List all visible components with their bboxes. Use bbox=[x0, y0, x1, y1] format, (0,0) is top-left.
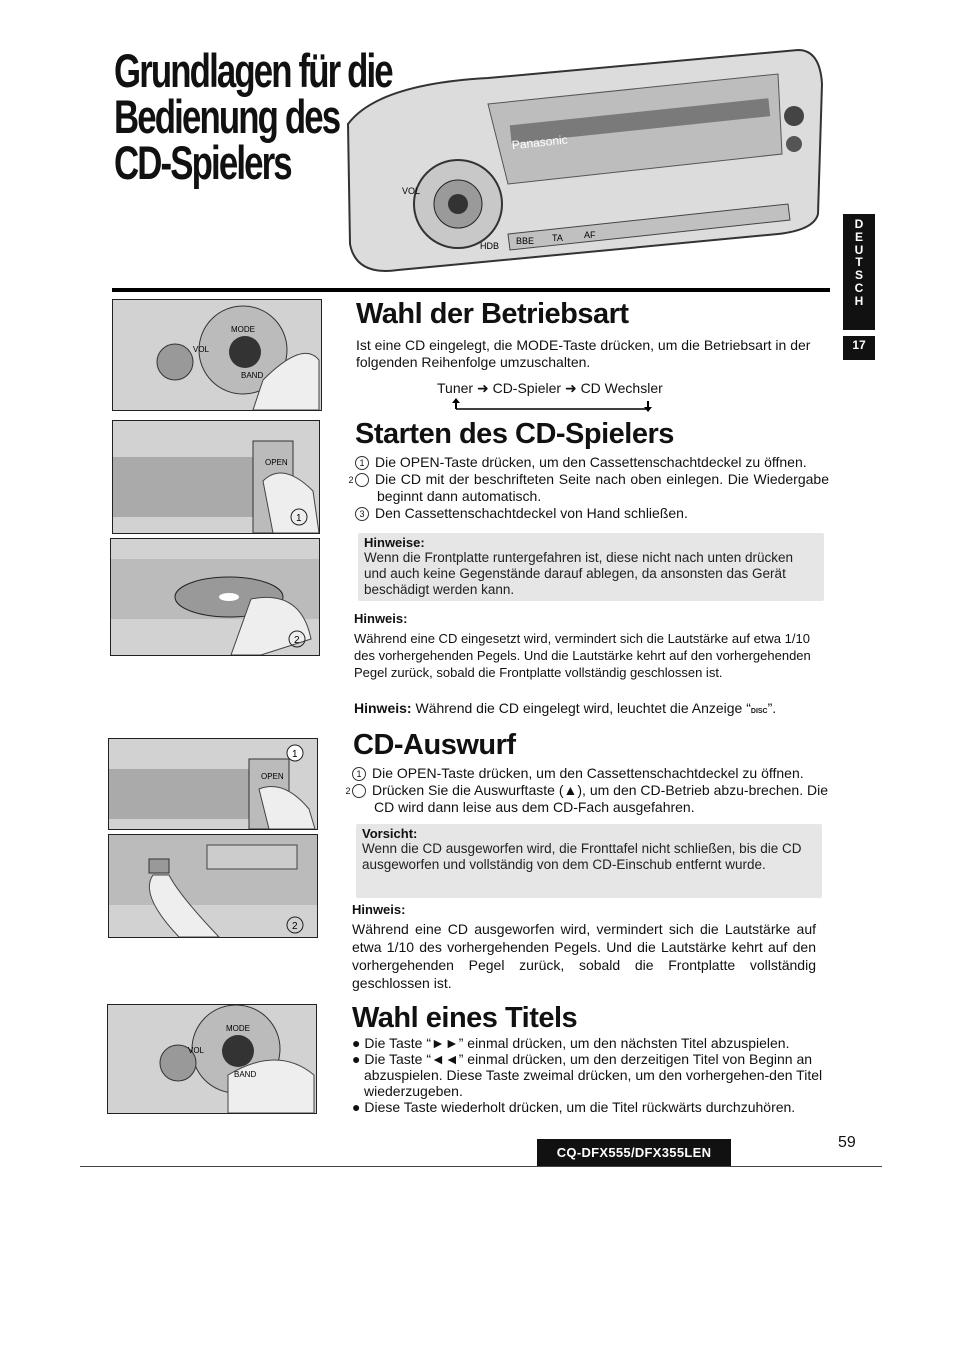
tab-number: 17 bbox=[852, 338, 866, 352]
notice-label: Hinweise: bbox=[364, 535, 425, 550]
photo-eject-button bbox=[108, 834, 318, 938]
bullet-text: Diese Taste wiederholt drücken, um die Titel rückwärts durchzuhören. bbox=[364, 1099, 796, 1115]
heading-auswurf: CD-Auswurf bbox=[353, 729, 516, 761]
af-label: AF bbox=[584, 230, 596, 240]
caution-box bbox=[356, 824, 822, 898]
step-number: 2 bbox=[355, 473, 369, 487]
vol-label: VOL bbox=[402, 186, 421, 196]
flow-return-arrow bbox=[452, 398, 652, 412]
step-number: 1 bbox=[352, 767, 366, 781]
hinweis-text: Während eine CD ausgeworfen wird, vermindert sich die Lautstärke auf etwa 1/10 des vorhergehenden Pegels. Und die Lautstärke kehrt auf den vorhergehenden Pegel zurück, sobald die Frontplatte vollständig geschlossen ist. bbox=[352, 921, 816, 991]
mode-label: MODE bbox=[231, 325, 255, 334]
bullet-item: ● Die Taste “►►” einmal drücken, um den nächsten Titel abzuspielen. bbox=[352, 1035, 790, 1051]
vol-label: VOL bbox=[193, 345, 210, 354]
disc-indicator-icon: DISC bbox=[750, 708, 768, 715]
hinweis-label: Hinweis: bbox=[354, 611, 408, 626]
brand-label: Panasonic bbox=[511, 132, 569, 153]
page-title bbox=[114, 44, 392, 189]
flow-item: CD-Spieler bbox=[492, 380, 562, 396]
notice-text: Wenn die Frontplatte runtergefahren ist, diese nicht nach unten drücken und auch keine Gegenstände darauf ablegen, da ansonsten das Gerät beschädigt werden kann. bbox=[364, 550, 794, 597]
step-item bbox=[352, 765, 828, 782]
mode-flow bbox=[437, 380, 663, 397]
step-text: Die CD mit der beschrifteten Seite nach oben einlegen. Die Wiedergabe beginnt dann automatisch. bbox=[375, 471, 829, 504]
heading-titel: Wahl eines Titels bbox=[352, 1002, 578, 1034]
tab-letter: T bbox=[855, 255, 863, 270]
open-label: OPEN bbox=[261, 772, 284, 781]
page-number: 59 bbox=[838, 1134, 856, 1151]
heading-betriebsart: Wahl der Betriebsart bbox=[356, 298, 629, 330]
auswurf-steps bbox=[345, 765, 828, 816]
heading-starten: Starten des CD-Spielers bbox=[355, 418, 674, 450]
step-text: Die OPEN-Taste drücken, um den Cassettenschachtdeckel zu öffnen. bbox=[375, 454, 807, 470]
caution-text: Wenn die CD ausgeworfen wird, die Fronttafel nicht schließen, bis die CD ausgeworfen und vollständig von dem CD-Einschub entfernt wurde. bbox=[362, 841, 802, 872]
tab-letter: D bbox=[854, 217, 864, 231]
hdb-label: HDB bbox=[480, 241, 500, 251]
tab-letter: H bbox=[854, 293, 864, 308]
bullet-item: ● Die Taste “◄◄” einmal drücken, um den derzeitigen Titel von Beginn an abzuspielen. Diese Taste zweimal drücken, um den vorhergehen-den Titel wiederzugeben. bbox=[352, 1051, 823, 1099]
bbe-label: BBE bbox=[516, 236, 535, 246]
step-marker: 1 bbox=[292, 749, 298, 760]
step-marker: 1 bbox=[296, 513, 302, 524]
photo-track-select bbox=[107, 1004, 317, 1114]
tab-letter: S bbox=[854, 268, 863, 283]
title-line-1: Grundlagen für die bbox=[114, 44, 392, 97]
flow-item: CD Wechsler bbox=[580, 380, 663, 396]
flow-item: Tuner bbox=[437, 380, 474, 396]
language-tab bbox=[843, 214, 875, 360]
hinweis-disc bbox=[354, 700, 830, 720]
title-line-3: CD-Spielers bbox=[114, 136, 291, 189]
step-number: 2 bbox=[352, 784, 366, 798]
step-item bbox=[355, 454, 829, 471]
photo-open-button bbox=[112, 420, 320, 534]
starten-steps bbox=[348, 454, 829, 522]
hinweis-label: Hinweis: bbox=[354, 700, 412, 716]
titel-bullets bbox=[352, 1035, 826, 1115]
ta-label: TA bbox=[552, 233, 563, 243]
head-unit-image bbox=[338, 44, 828, 276]
band-label: BAND bbox=[234, 1070, 257, 1079]
step-item bbox=[355, 505, 829, 522]
photo-eject-open bbox=[108, 738, 318, 830]
caution-label: Vorsicht: bbox=[362, 826, 418, 841]
vol-label: VOL bbox=[188, 1046, 205, 1055]
tab-letter: C bbox=[854, 280, 864, 295]
step-text: Den Cassettenschachtdeckel von Hand schließen. bbox=[375, 505, 688, 521]
tab-letter: U bbox=[854, 242, 864, 257]
tab-divider bbox=[843, 330, 875, 336]
step-marker: 2 bbox=[292, 921, 298, 932]
step-marker: 2 bbox=[294, 635, 300, 646]
step-number: 3 bbox=[355, 507, 369, 521]
step-text: Die OPEN-Taste drücken, um den Cassettenschachtdeckel zu öffnen. bbox=[372, 765, 804, 781]
arrow-right-icon: ➜ bbox=[476, 380, 489, 396]
footer-rule bbox=[80, 1166, 882, 1167]
bullet-text: Die Taste “►►” einmal drücken, um den nächsten Titel abzuspielen. bbox=[364, 1035, 790, 1051]
tab-letter: E bbox=[854, 229, 863, 244]
hinweis-text: Während eine CD eingesetzt wird, vermindert sich die Lautstärke auf etwa 1/10 des vorhergehenden Pegels. Und die Lautstärke kehrt auf den vorhergehenden Pegel zurück, sobald die Frontplatte vollständig geschlossen ist. bbox=[354, 631, 811, 680]
header-rule bbox=[112, 288, 830, 292]
hinweis-label: Hinweis: bbox=[352, 902, 406, 917]
arrow-right-icon: ➜ bbox=[564, 380, 577, 396]
bullet-text: Die Taste “◄◄” einmal drücken, um den derzeitigen Titel von Beginn an abzuspielen. Diese Taste zweimal drücken, um den vorhergehen-den Titel wiederzugeben. bbox=[364, 1051, 823, 1099]
bullet-item: ● Diese Taste wiederholt drücken, um die Titel rückwärts durchzuhören. bbox=[352, 1099, 796, 1115]
photo-mode-button bbox=[112, 299, 322, 411]
model-number: CQ-DFX555/DFX355LEN bbox=[537, 1139, 731, 1166]
photo-insert-cd bbox=[110, 538, 320, 656]
band-label: BAND bbox=[241, 371, 264, 380]
step-item bbox=[345, 782, 828, 816]
step-number: 1 bbox=[355, 456, 369, 470]
hinweis-end: ”. bbox=[767, 700, 777, 716]
step-text: Drücken Sie die Auswurftaste (▲), um den CD-Betrieb abzu-brechen. Die CD wird dann leise aus dem CD-Fach ausgefahren. bbox=[372, 782, 828, 815]
title-line-2: Bedienung des bbox=[114, 90, 340, 143]
open-label: OPEN bbox=[265, 458, 288, 467]
betriebsart-body: Ist eine CD eingelegt, die MODE-Taste drücken, um die Betriebsart in der folgenden Reihenfolge umzuschalten. bbox=[356, 337, 811, 370]
mode-label: MODE bbox=[226, 1024, 250, 1033]
hinweis-text: Während die CD eingelegt wird, leuchtet die Anzeige “ bbox=[415, 700, 751, 716]
step-item bbox=[348, 471, 829, 505]
notice-box bbox=[358, 533, 824, 601]
